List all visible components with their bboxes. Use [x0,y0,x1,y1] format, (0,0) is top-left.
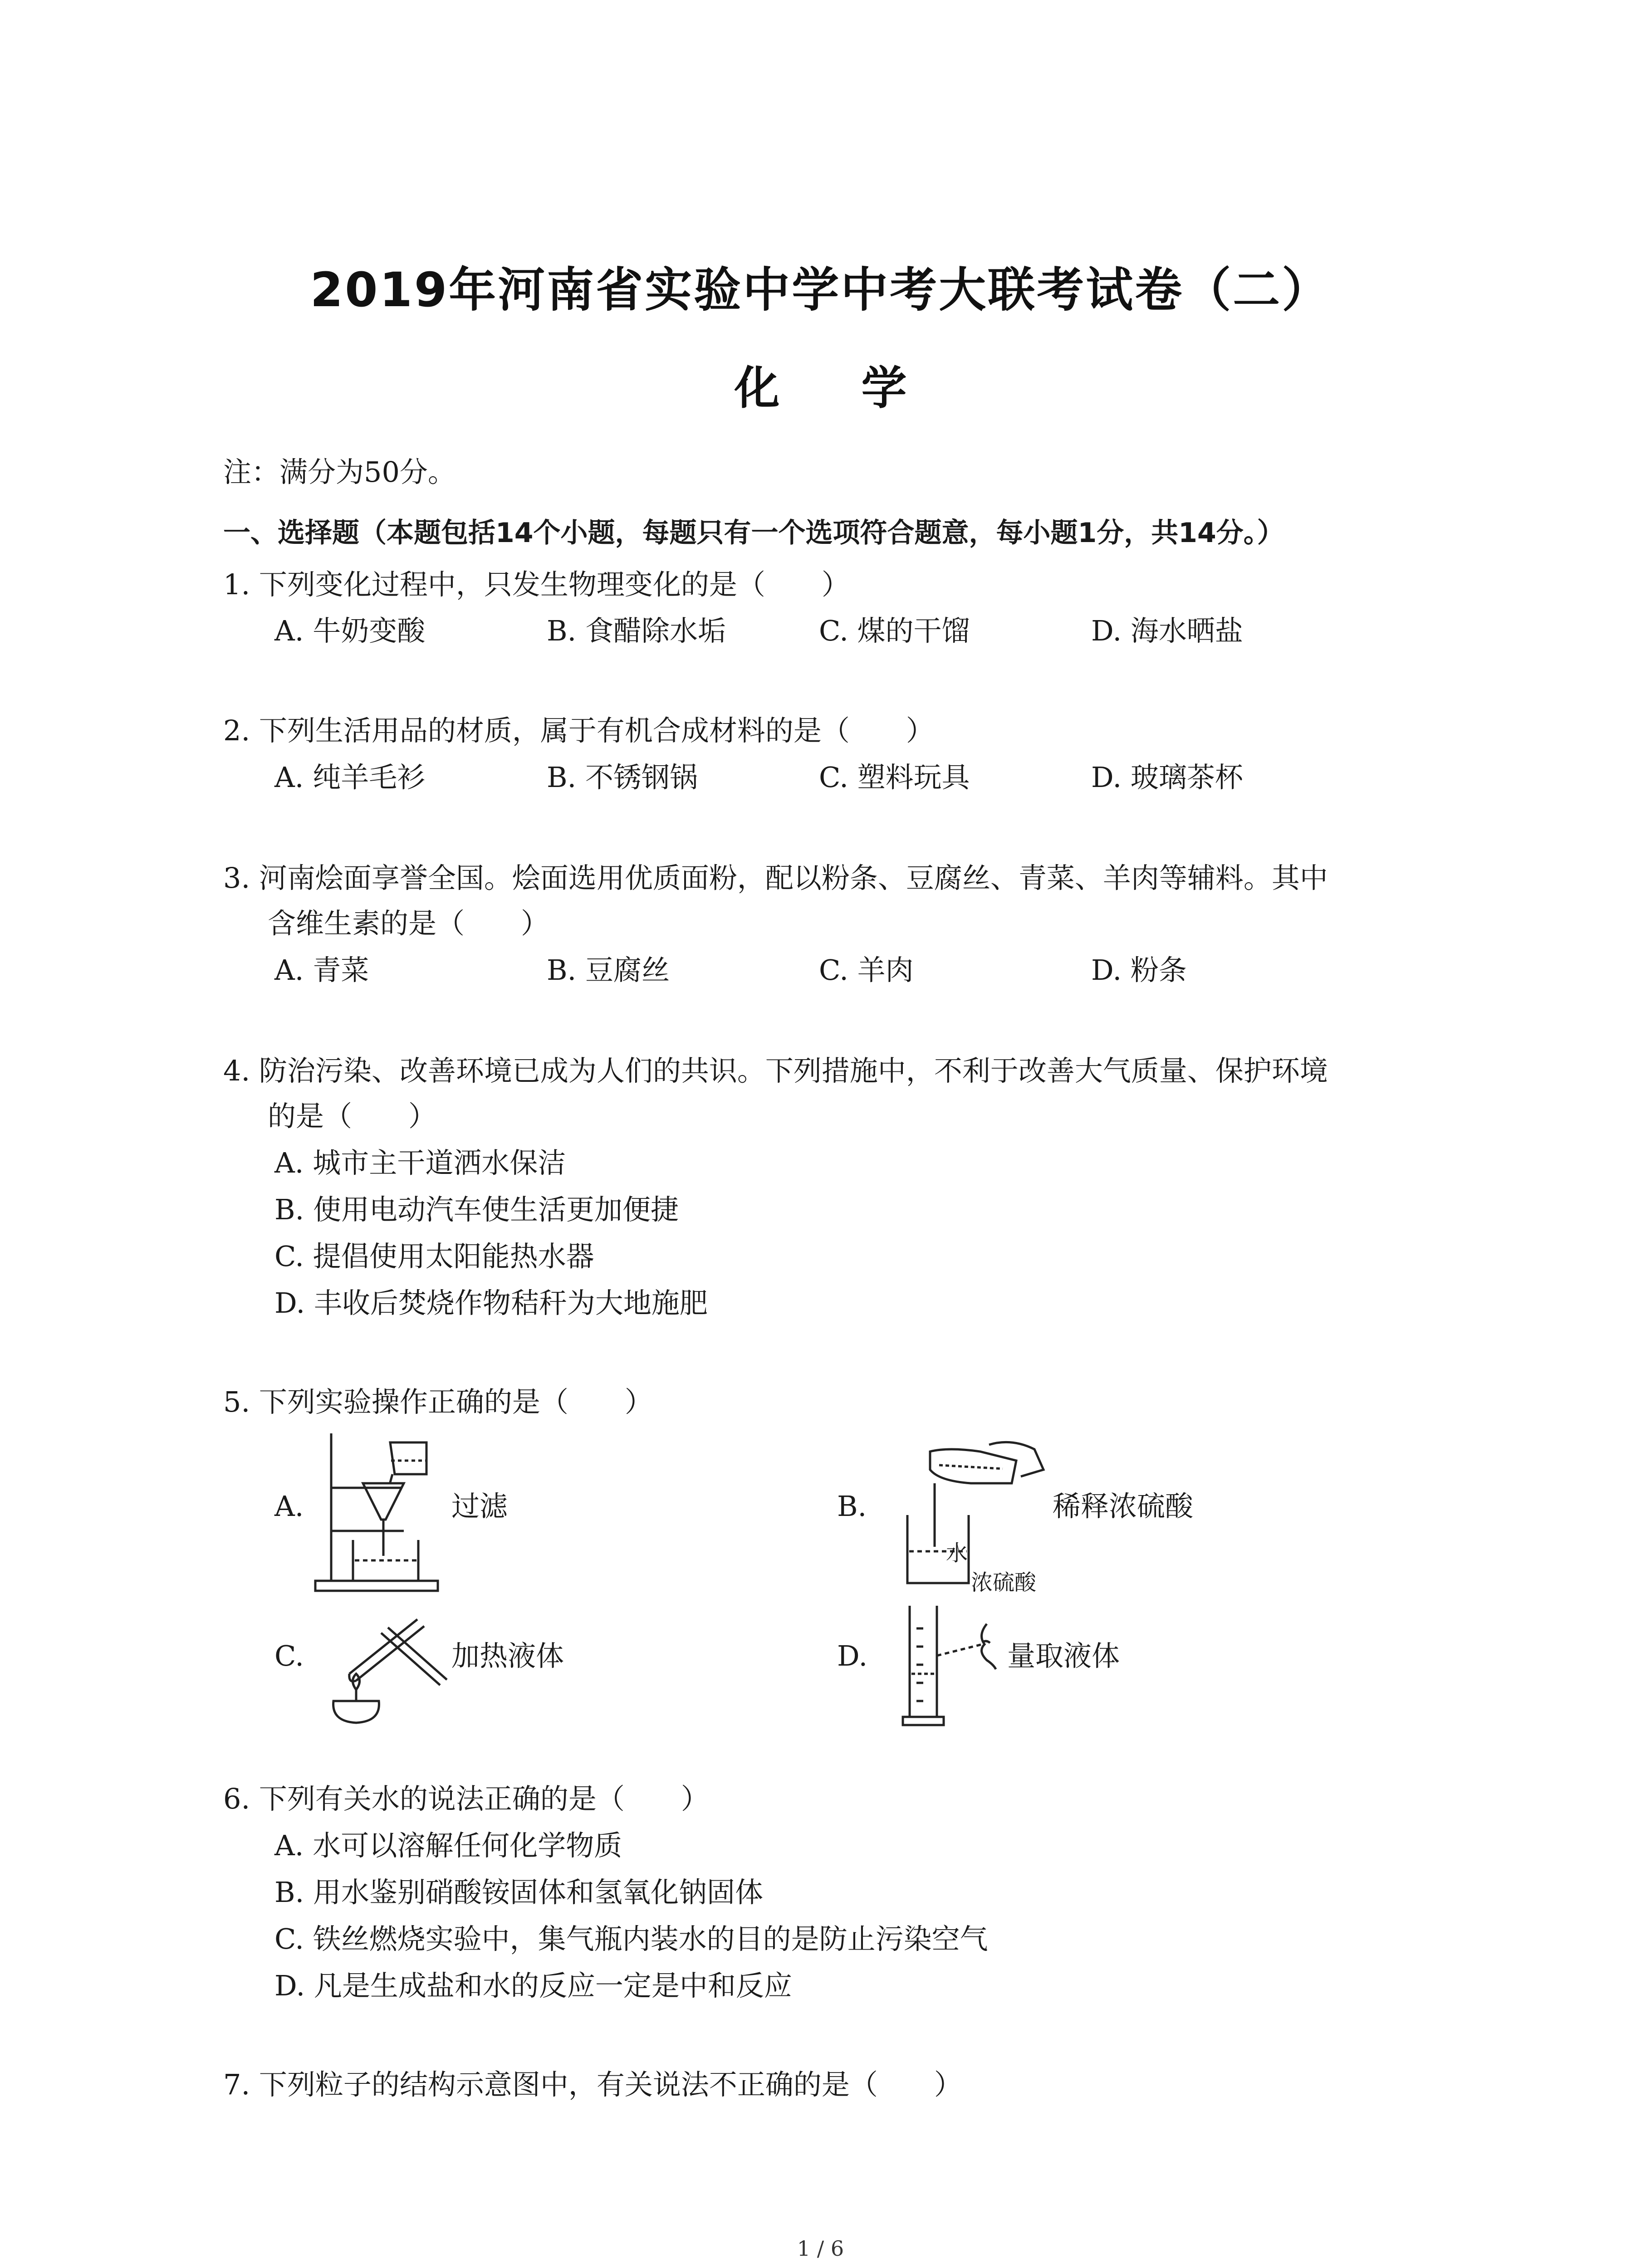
q6-option-b: B. 用水鉴别硝酸铵固体和氢氧化钠固体 [274,1876,763,1909]
q3-option-b: B. 豆腐丝 [547,953,670,987]
filtration-apparatus-figure [313,1424,445,1597]
water-label: 水 [946,1540,968,1566]
q2-option-a: A. 纯羊毛衫 [274,761,426,794]
question-2-stem: 2. 下列生活用品的材质，属于有机合成材料的是（ ） [223,714,934,747]
q1-option-b: B. 食醋除水垢 [547,614,726,647]
q4-option-a: A. 城市主干道洒水保洁 [274,1146,566,1179]
question-3-stem-line-1: 3. 河南烩面享誉全国。烩面选用优质面粉，配以粉条、豆腐丝、青菜、羊肉等辅料。其中 [223,861,1328,894]
measuring-cylinder-figure [889,1601,1007,1733]
question-1-stem: 1. 下列变化过程中，只发生物理变化的是（ ） [223,568,850,601]
q5-option-b-letter: B. [837,1490,867,1523]
question-3-stem-line-2: 含维生素的是（ ） [268,907,549,940]
question-3-options [0,953,1641,988]
q3-option-a: A. 青菜 [274,953,369,987]
q2-option-b: B. 不锈钢锅 [547,761,698,794]
question-4-stem-line-1: 4. 防治污染、改善环境已成为人们的共识。下列措施中，不利于改善大气质量、保护环境 [223,1054,1328,1087]
q5-option-b-caption: 稀释浓硫酸 [1053,1490,1194,1523]
q3-option-c: C. 羊肉 [819,953,914,987]
question-7-stem: 7. 下列粒子的结构示意图中，有关说法不正确的是（ ） [223,2068,962,2101]
q1-option-a: A. 牛奶变酸 [274,614,426,647]
question-1-options [0,614,1641,649]
question-4-stem-line-2: 的是（ ） [268,1100,437,1133]
question-2-options [0,763,1641,795]
heating-liquid-figure [313,1606,445,1728]
subject-char-2: 学 [861,362,907,415]
q6-option-d: D. 凡是生成盐和水的反应一定是中和反应 [274,1969,792,2002]
q6-option-c: C. 铁丝燃烧实验中，集气瓶内装水的目的是防止污染空气 [274,1922,988,1955]
question-5-stem: 5. 下列实验操作正确的是（ ） [223,1385,653,1418]
q5-option-a-caption: 过滤 [451,1490,508,1523]
q1-option-c: C. 煤的干馏 [819,614,970,647]
q3-option-d: D. 粉条 [1091,953,1187,987]
q5-option-c-letter: C. [274,1639,304,1672]
q4-option-d: D. 丰收后焚烧作物秸秆为大地施肥 [274,1286,708,1320]
q4-option-c: C. 提倡使用太阳能热水器 [274,1240,594,1273]
q6-option-a: A. 水可以溶解任何化学物质 [274,1829,622,1862]
score-note: 注：满分为50分。 [223,455,456,489]
q2-option-d: D. 玻璃茶杯 [1091,761,1243,794]
subject-heading [0,352,1641,417]
q2-option-c: C. 塑料玩具 [819,761,970,794]
subject-char-1: 化 [734,362,780,415]
q4-option-b: B. 使用电动汽车使生活更加便捷 [274,1193,679,1226]
section-heading: 一、选择题（本题包括14个小题，每题只有一个选项符合题意，每小题1分，共14分。） [223,517,1284,549]
q1-option-d: D. 海水晒盐 [1091,614,1243,647]
q5-option-d-caption: 量取液体 [1007,1639,1120,1672]
q5-option-a-letter: A. [274,1490,304,1523]
q5-option-c-caption: 加热液体 [451,1639,564,1672]
exam-title: 2019年河南省实验中学中考大联考试卷（二） [310,262,1331,318]
concentrated-acid-label: 浓硫酸 [971,1570,1037,1595]
q5-option-d-letter: D. [837,1639,868,1672]
page-number: 1 / 6 [797,2236,844,2261]
question-6-stem: 6. 下列有关水的说法正确的是（ ） [223,1782,709,1815]
